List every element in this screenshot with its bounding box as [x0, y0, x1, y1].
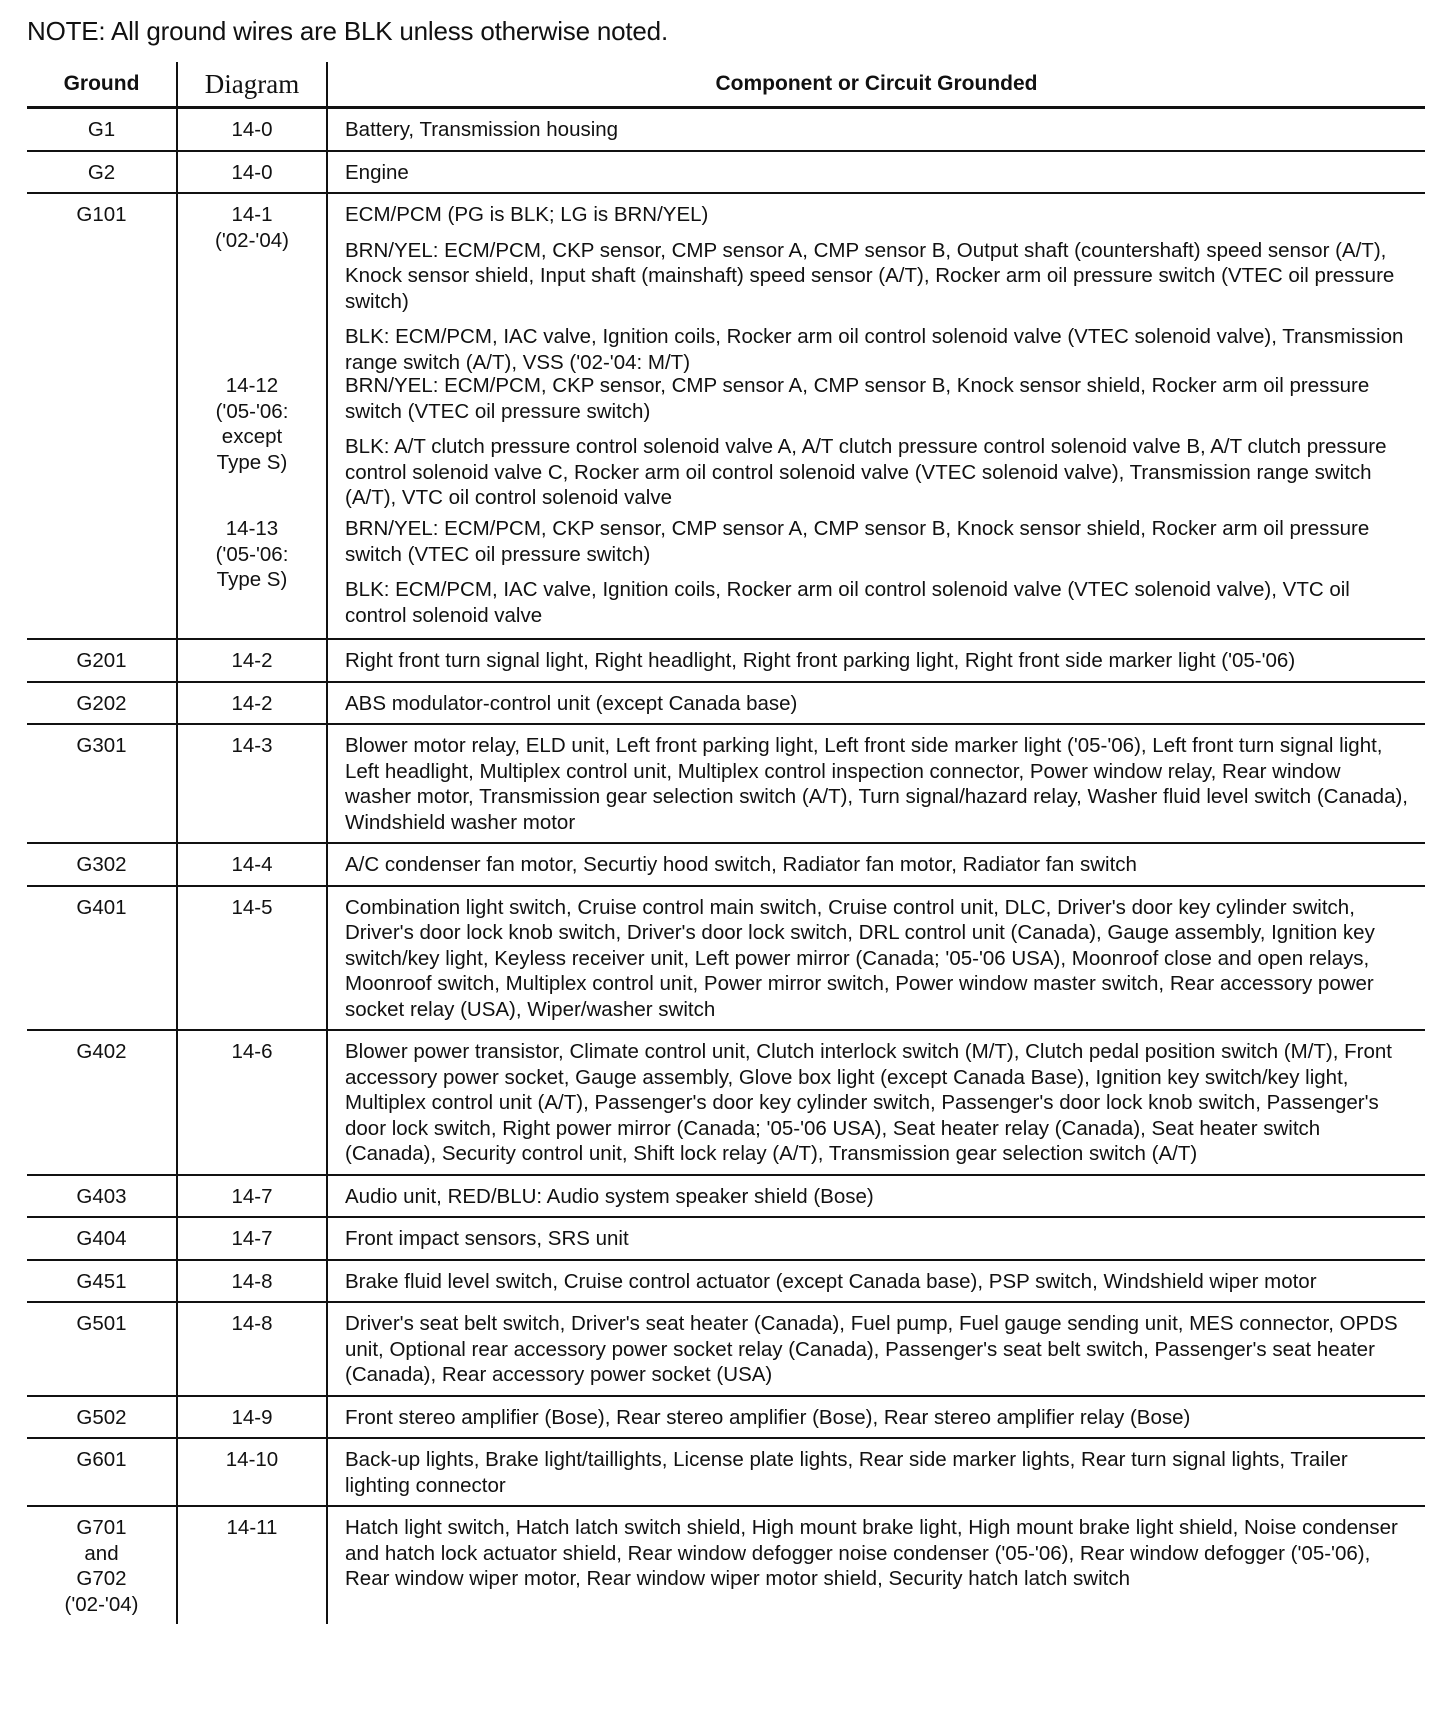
- component-group: [345, 373, 1411, 508]
- ground-table: [27, 62, 1425, 1624]
- diagram-line: 14-1: [231, 203, 273, 226]
- component-group: [345, 516, 1411, 628]
- page-note: NOTE: All ground wires are BLK unless otherwise noted.: [27, 16, 668, 46]
- diagram-line: Type S): [216, 450, 288, 474]
- ground-cell: G404: [27, 1217, 177, 1260]
- diagram-cell: 14-8: [177, 1260, 327, 1303]
- diagram-cell: 14-7: [177, 1217, 327, 1260]
- component-cell: Combination light switch, Cruise control main switch, Cruise control unit, DLC, Driver's door key cylinder switch, Driver's door lock knob switch, Driver's door lock switch, DRL control unit (Canada), Gauge assembly, Ignition key switch/key light, Keyless receiver unit, Left power mirror (Canada; '05-'06 USA), Moonroof close and open relays, Moonroof switch, Multiplex control unit, Power mirror switch, Power window master switch, Rear accessory power socket relay (USA), Wiper/washer switch: [327, 886, 1425, 1031]
- diagram-cell: [177, 193, 327, 639]
- ground-cell: G301: [27, 724, 177, 843]
- ground-cell: G502: [27, 1396, 177, 1439]
- table-row: [27, 843, 1425, 886]
- table-row: [27, 1302, 1425, 1396]
- component-cell: Brake fluid level switch, Cruise control actuator (except Canada base), PSP switch, Windshield wiper motor: [327, 1260, 1425, 1303]
- ground-cell: G101: [27, 193, 177, 639]
- component-paragraph: ECM/PCM (PG is BLK; LG is BRN/YEL): [345, 203, 709, 226]
- component-column-header: Component or Circuit Grounded: [327, 62, 1425, 108]
- table-row: [27, 1506, 1425, 1624]
- table-row: [27, 193, 1425, 639]
- component-cell: Front impact sensors, SRS unit: [327, 1217, 1425, 1260]
- diagram-cell: 14-4: [177, 843, 327, 886]
- component-cell: Back-up lights, Brake light/taillights, License plate lights, Rear side marker lights, Rear turn signal lights, Trailer lighting connector: [327, 1438, 1425, 1506]
- diagram-cell: 14-3: [177, 724, 327, 843]
- ground-cell: [27, 1506, 177, 1624]
- diagram-line: ('02-'04): [215, 228, 289, 252]
- component-cell: ABS modulator-control unit (except Canada base): [327, 682, 1425, 725]
- table-row: [27, 1217, 1425, 1260]
- component-cell: Battery, Transmission housing: [327, 108, 1425, 151]
- ground-line: G701: [76, 1516, 127, 1539]
- table-row: [27, 1030, 1425, 1175]
- ground-line: ('02-'04): [64, 1592, 139, 1616]
- ground-column-header: Ground: [27, 62, 177, 108]
- table-row: [27, 151, 1425, 194]
- diagram-cell: 14-2: [177, 639, 327, 682]
- component-cell: [327, 193, 1425, 639]
- table-row: [27, 639, 1425, 682]
- ground-cell: G401: [27, 886, 177, 1031]
- ground-cell: G1: [27, 108, 177, 151]
- component-cell: A/C condenser fan motor, Securtiy hood switch, Radiator fan motor, Radiator fan switch: [327, 843, 1425, 886]
- ground-line: and: [84, 1541, 119, 1565]
- diagram-cell: 14-5: [177, 886, 327, 1031]
- diagram-group: [178, 373, 326, 516]
- component-paragraph: BLK: ECM/PCM, IAC valve, Ignition coils, Rocker arm oil control solenoid valve (VTEC solenoid valve), VTC oil control solenoid valve: [345, 578, 1350, 627]
- component-paragraph: BRN/YEL: ECM/PCM, CKP sensor, CMP sensor A, CMP sensor B, Output shaft (countershaft) speed sensor (A/T), Knock sensor shield, Input shaft (mainshaft) speed sensor (A/T), Rocker arm oil pressure switch (VTEC oil pressure switch): [345, 238, 1395, 313]
- ground-cell: G501: [27, 1302, 177, 1396]
- component-paragraph: BRN/YEL: ECM/PCM, CKP sensor, CMP sensor A, CMP sensor B, Knock sensor shield, Rocker arm oil pressure switch (VTEC oil pressure switch): [345, 517, 1370, 566]
- diagram-line: ('05-'06:: [215, 542, 289, 566]
- table-row: [27, 108, 1425, 151]
- table-row: [27, 724, 1425, 843]
- diagram-line: Type S): [216, 568, 288, 591]
- diagram-cell: 14-10: [177, 1438, 327, 1506]
- ground-line: G702: [76, 1567, 127, 1590]
- diagram-cell: 14-0: [177, 151, 327, 194]
- table-row: [27, 886, 1425, 1031]
- diagram-group: [178, 202, 326, 373]
- component-group: [345, 202, 1411, 374]
- ground-cell: G601: [27, 1438, 177, 1506]
- diagram-cell: 14-0: [177, 108, 327, 151]
- component-cell: Hatch light switch, Hatch latch switch shield, High mount brake light, High mount brake light shield, Noise condenser and hatch lock actuator shield, Rear window defogger noise condenser ('05-'06), Rear window defogger ('05-'06), Rear window wiper motor, Rear window wiper motor shield, Security hatch latch switch: [345, 1516, 1398, 1590]
- diagram-column-header: Diagram: [177, 62, 327, 108]
- table-row: [27, 1175, 1425, 1218]
- table-header-row: [27, 62, 1425, 108]
- ground-cell: G302: [27, 843, 177, 886]
- diagram-cell: 14-8: [177, 1302, 327, 1396]
- ground-cell: G451: [27, 1260, 177, 1303]
- diagram-cell: 14-11: [177, 1506, 327, 1624]
- diagram-cell: 14-6: [177, 1030, 327, 1175]
- component-cell: Right front turn signal light, Right headlight, Right front parking light, Right front side marker light ('05-'06): [327, 639, 1425, 682]
- table-row: [27, 1260, 1425, 1303]
- component-cell: Driver's seat belt switch, Driver's seat heater (Canada), Fuel pump, Fuel gauge sending unit, MES connector, OPDS unit, Optional rear accessory power socket relay (Canada), Passenger's seat belt switch, Passenger's seat heater (Canada), Rear accessory power socket (USA): [327, 1302, 1425, 1396]
- ground-cell: G201: [27, 639, 177, 682]
- diagram-line: except: [221, 425, 283, 448]
- diagram-cell: 14-9: [177, 1396, 327, 1439]
- ground-cell: G2: [27, 151, 177, 194]
- component-paragraph: BRN/YEL: ECM/PCM, CKP sensor, CMP sensor A, CMP sensor B, Knock sensor shield, Rocker arm oil pressure switch (VTEC oil pressure switch): [345, 374, 1370, 423]
- component-paragraph: BLK: A/T clutch pressure control solenoid valve A, A/T clutch pressure control solenoid valve B, A/T clutch pressure control solenoid valve C, Rocker arm oil control solenoid valve (VTEC solenoid valve), Transmission range switch (A/T), VTC oil control solenoid valve: [345, 435, 1387, 509]
- ground-cell: G202: [27, 682, 177, 725]
- component-paragraph: BLK: ECM/PCM, IAC valve, Ignition coils, Rocker arm oil control solenoid valve (VTEC solenoid valve), Transmission range switch (A/T), VSS ('02-'04: M/T): [345, 325, 1404, 374]
- diagram-cell: 14-2: [177, 682, 327, 725]
- component-cell: Audio unit, RED/BLU: Audio system speaker shield (Bose): [327, 1175, 1425, 1218]
- table-row: [27, 682, 1425, 725]
- component-cell: Blower power transistor, Climate control unit, Clutch interlock switch (M/T), Clutch pedal position switch (M/T), Front accessory power socket, Gauge assembly, Glove box light (except Canada Base), Ignition key switch/key light, Multiplex control unit (A/T), Passenger's door key cylinder switch, Passenger's door lock knob switch, Passenger's door lock switch, Right power mirror (Canada; '05-'06 USA), Seat heater relay (Canada), Seat heater switch (Canada), Security control unit, Shift lock relay (A/T), Transmission gear selection switch (A/T): [327, 1030, 1425, 1175]
- diagram-line: 14-12: [225, 374, 279, 397]
- ground-cell: G402: [27, 1030, 177, 1175]
- diagram-line: ('05-'06:: [215, 399, 289, 423]
- component-cell: Engine: [327, 151, 1425, 194]
- diagram-line: 14-13: [225, 517, 279, 540]
- diagram-cell: 14-7: [177, 1175, 327, 1218]
- component-cell: Front stereo amplifier (Bose), Rear stereo amplifier (Bose), Rear stereo amplifier relay (Bose): [327, 1396, 1425, 1439]
- component-cell: Blower motor relay, ELD unit, Left front parking light, Left front side marker light ('05-'06), Left front turn signal light, Left headlight, Multiplex control unit, Multiplex control inspection connector, Power window relay, Rear window washer motor, Transmission gear selection switch (A/T), Turn signal/hazard relay, Washer fluid level switch (Canada), Windshield washer motor: [327, 724, 1425, 843]
- table-row: [27, 1438, 1425, 1506]
- ground-cell: G403: [27, 1175, 177, 1218]
- diagram-group: [178, 516, 326, 593]
- table-row: [27, 1396, 1425, 1439]
